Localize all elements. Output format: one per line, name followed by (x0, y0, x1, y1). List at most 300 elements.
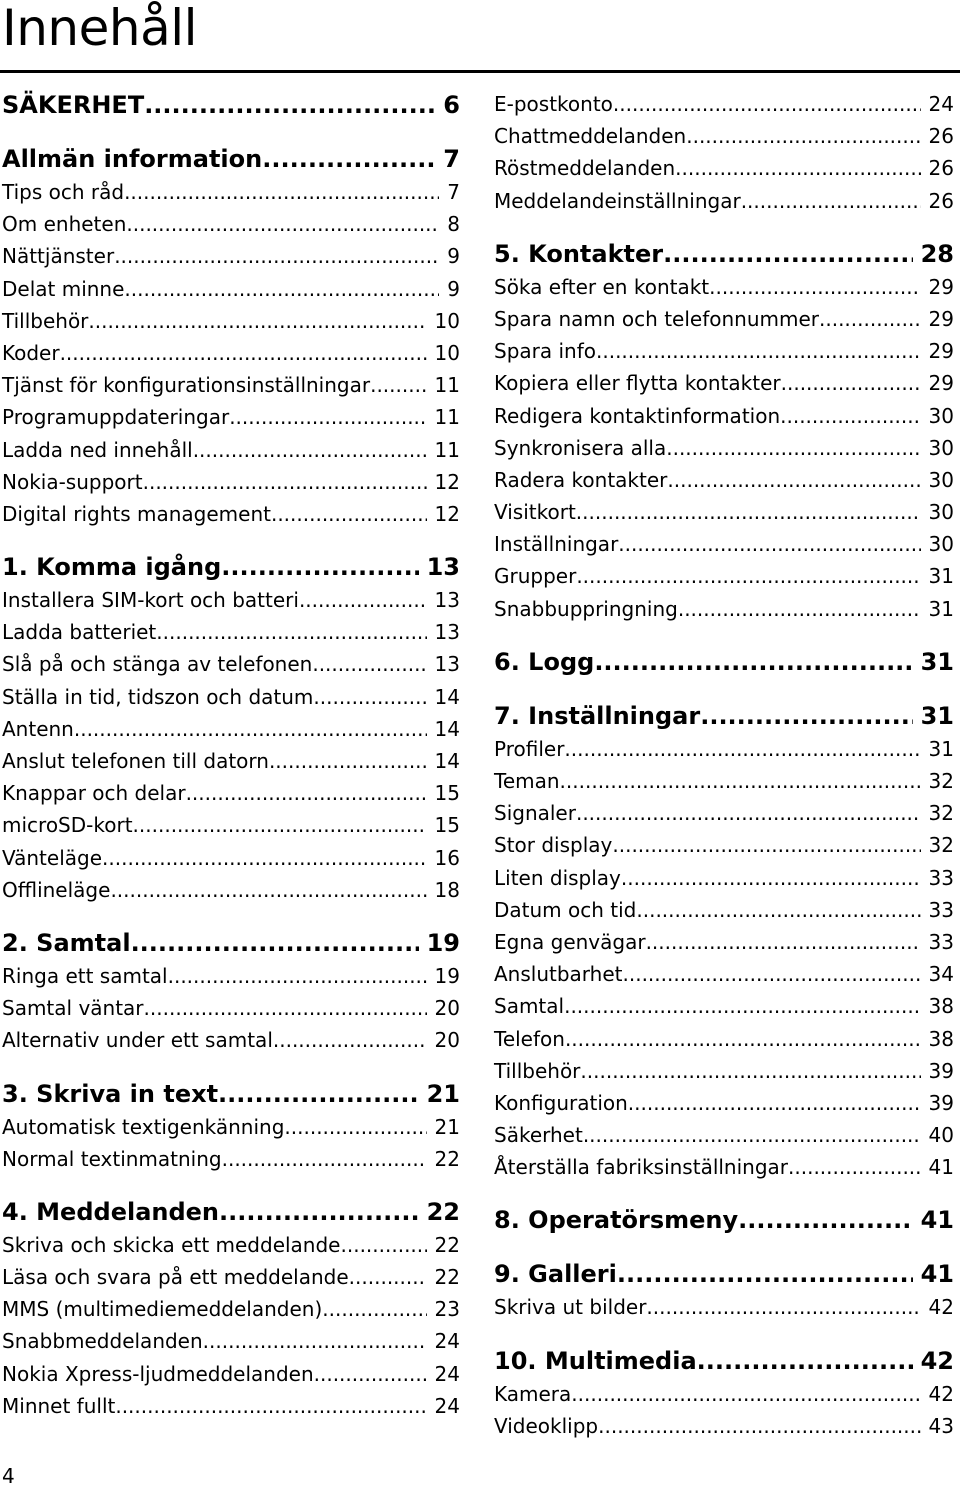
toc-page-number: 38 (928, 994, 954, 1019)
toc-entry[interactable] (2, 1143, 460, 1175)
toc-page-number: 30 (928, 500, 954, 525)
toc-leader-dots (262, 142, 435, 176)
toc-page-number: 14 (434, 684, 460, 709)
toc-page-number: 13 (434, 620, 460, 645)
toc-label: 5. Kontakter (494, 239, 664, 268)
toc-leader-dots (218, 1077, 419, 1111)
toc-page-number: 22 (426, 1197, 460, 1226)
toc-entry[interactable] (2, 648, 460, 680)
toc-label: Kopiera eller flytta kontakter (494, 371, 781, 396)
toc-entry[interactable] (494, 400, 954, 432)
toc-label: Ställa in tid, tidszon och datum (2, 684, 314, 709)
toc-leader-dots (565, 1023, 921, 1055)
toc-page-number: 20 (434, 1028, 460, 1053)
toc-leader-dots (560, 765, 921, 797)
toc-leader-dots (666, 432, 920, 464)
toc-page-number: 20 (434, 996, 460, 1021)
toc-label: SÄKERHET (2, 91, 145, 119)
toc-leader-dots (133, 809, 427, 841)
toc-page-number: 39 (928, 1090, 954, 1115)
toc-label: 2. Samtal (2, 928, 131, 957)
toc-leader-dots (571, 1378, 920, 1410)
toc-page-number: 24 (434, 1361, 460, 1386)
toc-label: Knappar och delar (2, 781, 186, 806)
toc-leader-dots (709, 271, 920, 303)
toc-page-number: 22 (434, 1232, 460, 1257)
toc-label: Anslutbarhet (494, 962, 623, 987)
toc-entry[interactable] (494, 1055, 954, 1087)
toc-entry[interactable] (494, 271, 954, 303)
toc-leader-dots (186, 777, 427, 809)
toc-label: Skriva och skicka ett meddelande (2, 1232, 341, 1257)
toc-entry[interactable] (494, 120, 954, 152)
toc-chapter[interactable] (2, 88, 460, 122)
toc-page-number: 30 (928, 467, 954, 492)
toc-leader-dots (780, 400, 920, 432)
toc-page-number: 18 (434, 877, 460, 902)
toc-chapter[interactable] (494, 699, 954, 733)
toc-entry[interactable] (494, 829, 954, 861)
toc-leader-dots (114, 240, 439, 272)
toc-label: Videoklipp (494, 1413, 599, 1438)
toc-leader-dots (269, 745, 427, 777)
toc-page-number: 39 (928, 1058, 954, 1083)
toc-label: Grupper (494, 564, 577, 589)
toc-label: Telefon (494, 1026, 565, 1051)
toc-label: Koder (2, 340, 60, 365)
toc-page-number: 12 (434, 501, 460, 526)
toc-entry[interactable] (494, 303, 954, 335)
toc-label: Konfiguration (494, 1090, 628, 1115)
toc-entry[interactable] (494, 990, 954, 1022)
toc-label: Vänteläge (2, 845, 103, 870)
toc-label: Automatisk textigenkänning (2, 1114, 285, 1139)
toc-right-column (494, 88, 954, 1442)
toc-page-number: 24 (434, 1329, 460, 1354)
toc-entry[interactable] (494, 862, 954, 894)
toc-leader-dots (144, 992, 427, 1024)
toc-entry[interactable] (494, 1378, 954, 1410)
toc-page-number: 31 (928, 564, 954, 589)
toc-label: Signaler (494, 801, 576, 826)
toc-page-number: 13 (434, 652, 460, 677)
toc-page-number: 43 (928, 1413, 954, 1438)
toc-entry[interactable] (2, 874, 460, 906)
toc-label: Minnet fullt (2, 1393, 116, 1418)
toc-leader-dots (628, 1087, 921, 1119)
toc-page-number: 42 (920, 1346, 954, 1375)
toc-chapter[interactable] (2, 142, 460, 176)
toc-entry[interactable] (2, 1024, 460, 1056)
toc-page-number: 29 (928, 371, 954, 396)
toc-leader-dots (564, 990, 920, 1022)
toc-label: MMS (multimediemeddelanden) (2, 1297, 323, 1322)
toc-entry[interactable] (2, 498, 460, 530)
toc-label: Offlineläge (2, 877, 111, 902)
toc-entry[interactable] (494, 432, 954, 464)
toc-leader-dots (143, 466, 427, 498)
toc-entry[interactable] (2, 1390, 460, 1422)
toc-leader-dots (341, 1229, 427, 1261)
toc-page-number: 9 (447, 244, 460, 269)
toc-leader-dots (788, 1151, 921, 1183)
toc-entry[interactable] (494, 733, 954, 765)
toc-chapter[interactable] (494, 237, 954, 271)
toc-label: Nättjänster (2, 244, 115, 269)
toc-page-number: 23 (434, 1297, 460, 1322)
toc-page-number: 34 (928, 962, 954, 987)
toc-leader-dots (222, 1143, 427, 1175)
toc-leader-dots (675, 152, 920, 184)
toc-leader-dots (124, 176, 439, 208)
toc-label: Om enheten (2, 212, 127, 237)
page-title: Innehåll (2, 0, 197, 57)
toc-leader-dots (636, 894, 920, 926)
toc-page-number: 9 (447, 276, 460, 301)
title-rule (0, 70, 960, 73)
toc-label: Profiler (494, 736, 565, 761)
toc-label: Tillbehör (2, 308, 89, 333)
toc-label: Röstmeddelanden (494, 156, 676, 181)
toc-label: Installera SIM-kort och batteri (2, 588, 299, 613)
toc-entry[interactable] (2, 584, 460, 616)
toc-entry[interactable] (2, 745, 460, 777)
toc-leader-dots (60, 337, 427, 369)
toc-page-number: 26 (928, 188, 954, 213)
toc-leader-dots (88, 305, 426, 337)
toc-leader-dots (594, 645, 912, 679)
toc-leader-dots (580, 1055, 920, 1087)
toc-entry[interactable] (494, 958, 954, 990)
toc-entry[interactable] (494, 926, 954, 958)
toc-page-number: 6 (443, 91, 460, 119)
toc-label: Egna genvägar (494, 929, 646, 954)
toc-entry[interactable] (2, 1293, 460, 1325)
toc-entry[interactable] (494, 797, 954, 829)
toc-label: Inställningar (494, 532, 619, 557)
toc-page-number: 10 (434, 308, 460, 333)
toc-label: 10. Multimedia (494, 1346, 697, 1375)
toc-leader-dots (284, 1111, 426, 1143)
toc-label: Allmän information (2, 145, 263, 173)
toc-label: Nokia Xpress-ljudmeddelanden (2, 1361, 314, 1386)
toc-entry[interactable] (2, 777, 460, 809)
toc-leader-dots (271, 498, 427, 530)
toc-page-number: 31 (928, 596, 954, 621)
toc-page-number: 11 (434, 437, 460, 462)
toc-leader-dots (124, 273, 439, 305)
toc-page-number: 22 (434, 1265, 460, 1290)
toc-leader-dots (299, 584, 427, 616)
toc-page-number: 33 (928, 865, 954, 890)
toc-entry[interactable] (2, 176, 460, 208)
toc-leader-dots (203, 1325, 427, 1357)
toc-page-number: 26 (928, 124, 954, 149)
toc-entry[interactable] (2, 240, 460, 272)
toc-entry[interactable] (494, 593, 954, 625)
toc-entry[interactable] (494, 367, 954, 399)
toc-leader-dots (697, 1344, 913, 1378)
toc-entry[interactable] (494, 1291, 954, 1323)
toc-label: 9. Galleri (494, 1260, 617, 1289)
toc-entry[interactable] (494, 1119, 954, 1151)
toc-page-number: 24 (434, 1393, 460, 1418)
toc-entry[interactable] (2, 992, 460, 1024)
toc-leader-dots (781, 367, 921, 399)
toc-page-number: 26 (928, 156, 954, 181)
toc-page-number: 41 (928, 1155, 954, 1180)
toc-leader-dots (576, 496, 921, 528)
toc-entry[interactable] (494, 185, 954, 217)
toc-page-number: 32 (928, 801, 954, 826)
toc-entry[interactable] (2, 1111, 460, 1143)
toc-entry[interactable] (2, 842, 460, 874)
toc-label: Alternativ under ett samtal (2, 1028, 273, 1053)
toc-page-number: 30 (928, 435, 954, 460)
toc-label: Meddelandeinställningar (494, 188, 741, 213)
toc-leader-dots (583, 1119, 921, 1151)
toc-entry[interactable] (494, 1087, 954, 1119)
toc-page-number: 33 (928, 897, 954, 922)
toc-label: Samtal väntar (2, 996, 144, 1021)
toc-leader-dots (229, 401, 426, 433)
toc-entry[interactable] (2, 960, 460, 992)
toc-label: Ladda ned innehåll (2, 437, 193, 462)
toc-page-number: 31 (928, 736, 954, 761)
toc-entry[interactable] (2, 305, 460, 337)
toc-label: E-postkonto (494, 92, 613, 116)
toc-label: Tips och råd (2, 180, 125, 204)
toc-leader-dots (576, 560, 920, 592)
toc-page-number: 11 (434, 373, 460, 398)
toc-entry[interactable] (2, 616, 460, 648)
toc-left-column (2, 88, 460, 1422)
toc-leader-dots (74, 713, 427, 745)
toc-leader-dots (618, 528, 920, 560)
toc-chapter[interactable] (494, 1257, 954, 1291)
toc-page-number: 40 (928, 1123, 954, 1148)
toc-leader-dots (564, 733, 920, 765)
toc-page-number: 15 (434, 781, 460, 806)
toc-label: Säkerhet (494, 1123, 583, 1148)
toc-label: Stor display (494, 833, 613, 858)
toc-entry[interactable] (2, 434, 460, 466)
toc-entry[interactable] (494, 496, 954, 528)
toc-label: Snabbuppringning (494, 596, 678, 621)
toc-page-number: 31 (920, 701, 954, 730)
toc-page-number: 41 (920, 1206, 954, 1235)
toc-leader-dots (617, 1257, 913, 1291)
toc-leader-dots (663, 237, 912, 271)
toc-page-number: 42 (928, 1381, 954, 1406)
toc-entry[interactable] (494, 765, 954, 797)
toc-leader-dots (131, 926, 419, 960)
toc-page-number: 28 (920, 239, 954, 268)
toc-label: Chattmeddelanden (494, 124, 687, 149)
toc-entry[interactable] (494, 528, 954, 560)
toc-label: Samtal (494, 994, 565, 1019)
toc-page-number: 38 (928, 1026, 954, 1051)
toc-label: Radera kontakter (494, 467, 668, 492)
toc-label: Återställa fabriksinställningar (494, 1155, 789, 1180)
toc-entry[interactable] (2, 1261, 460, 1293)
toc-label: Kamera (494, 1381, 572, 1406)
toc-label: Anslut telefonen till datorn (2, 749, 269, 773)
toc-chapter[interactable] (494, 645, 954, 679)
toc-label: Nokia-support (2, 469, 143, 494)
toc-page-number: 33 (928, 929, 954, 954)
toc-chapter[interactable] (2, 926, 460, 960)
toc-leader-dots (126, 208, 439, 240)
toc-leader-dots (314, 1358, 427, 1390)
toc-label: Digital rights management (2, 501, 271, 526)
toc-page-number: 32 (928, 769, 954, 793)
toc-label: Redigera kontaktinformation (494, 403, 781, 428)
toc-page-number: 30 (928, 532, 954, 557)
toc-leader-dots (596, 335, 921, 367)
toc-chapter[interactable] (2, 1077, 460, 1111)
toc-label: Tillbehör (494, 1058, 581, 1083)
toc-chapter[interactable] (494, 1344, 954, 1378)
toc-leader-dots (219, 1195, 419, 1229)
toc-label: Slå på och stänga av telefonen (2, 652, 313, 677)
toc-entry[interactable] (2, 1325, 460, 1357)
toc-entry[interactable] (494, 152, 954, 184)
toc-entry[interactable] (494, 335, 954, 367)
toc-leader-dots (273, 1024, 427, 1056)
toc-leader-dots (312, 648, 426, 680)
toc-label: Datum och tid (494, 897, 637, 922)
toc-leader-dots (646, 1291, 920, 1323)
toc-page-number: 14 (434, 749, 460, 773)
toc-leader-dots (819, 303, 921, 335)
toc-label: Söka efter en kontakt (494, 274, 710, 299)
page-number: 4 (2, 1464, 15, 1488)
toc-label: Spara info (494, 339, 596, 364)
toc-label: Läsa och svara på ett meddelande (2, 1265, 349, 1290)
toc-label: Programuppdateringar (2, 405, 230, 430)
toc-leader-dots (322, 1293, 426, 1325)
toc-entry[interactable] (494, 1410, 954, 1442)
toc-leader-dots (621, 862, 921, 894)
toc-leader-dots (700, 699, 912, 733)
toc-entry[interactable] (2, 1229, 460, 1261)
toc-entry[interactable] (2, 337, 460, 369)
toc-label: Liten display (494, 865, 621, 890)
toc-leader-dots (623, 958, 921, 990)
toc-label: Teman (494, 769, 560, 793)
toc-page-number: 21 (426, 1079, 460, 1108)
toc-leader-dots (193, 434, 427, 466)
toc-leader-dots (738, 1203, 912, 1237)
toc-label: Synkronisera alla (494, 435, 667, 460)
toc-leader-dots (156, 616, 426, 648)
toc-leader-dots (576, 797, 921, 829)
toc-page-number: 29 (928, 306, 954, 331)
toc-entry[interactable] (2, 466, 460, 498)
toc-chapter[interactable] (2, 550, 460, 584)
toc-leader-dots (646, 926, 921, 958)
toc-leader-dots (115, 1390, 426, 1422)
toc-label: Antenn (2, 716, 74, 741)
toc-page-number: 24 (928, 92, 954, 116)
toc-page-number: 10 (434, 340, 460, 365)
toc-label: 6. Logg (494, 647, 595, 676)
toc-entry[interactable] (494, 894, 954, 926)
toc-page-number: 7 (443, 145, 460, 173)
toc-page-number: 32 (928, 833, 954, 858)
toc-label: Ringa ett samtal (2, 963, 168, 988)
toc-page-number: 11 (434, 405, 460, 430)
toc-page-number: 14 (434, 716, 460, 741)
toc-leader-dots (613, 88, 921, 120)
toc-page-number: 15 (434, 813, 460, 838)
toc-entry[interactable] (2, 369, 460, 401)
toc-page-number: 16 (434, 845, 460, 870)
toc-label: 4. Meddelanden (2, 1197, 220, 1226)
toc-chapter[interactable] (494, 1203, 954, 1237)
toc-entry[interactable] (2, 273, 460, 305)
toc-leader-dots (168, 960, 427, 992)
toc-page-number: 12 (434, 469, 460, 494)
toc-label: 7. Inställningar (494, 701, 701, 730)
toc-leader-dots (612, 829, 920, 861)
toc-page-number: 31 (920, 647, 954, 676)
toc-leader-dots (686, 120, 920, 152)
toc-page-number: 29 (928, 274, 954, 299)
toc-label: 8. Operatörsmeny (494, 1206, 739, 1235)
toc-label: 3. Skriva in text (2, 1079, 219, 1108)
toc-label: microSD-kort (2, 813, 133, 838)
toc-entry[interactable] (2, 1358, 460, 1390)
toc-page-number: 29 (928, 339, 954, 364)
toc-leader-dots (678, 593, 921, 625)
toc-leader-dots (102, 842, 427, 874)
toc-page-number: 19 (426, 928, 460, 957)
toc-entry[interactable] (494, 1151, 954, 1183)
toc-chapter[interactable] (2, 1195, 460, 1229)
toc-entry[interactable] (2, 713, 460, 745)
toc-entry[interactable] (2, 809, 460, 841)
toc-page-number: 30 (928, 403, 954, 428)
toc-entry[interactable] (494, 88, 954, 120)
toc-page-number: 42 (928, 1295, 954, 1320)
toc-entry[interactable] (494, 560, 954, 592)
toc-leader-dots (110, 874, 426, 906)
toc-leader-dots (667, 464, 920, 496)
toc-page-number: 21 (434, 1114, 460, 1139)
toc-page-number: 19 (434, 963, 460, 988)
toc-entry[interactable] (494, 1023, 954, 1055)
toc-leader-dots (598, 1410, 920, 1442)
toc-entry[interactable] (2, 208, 460, 240)
toc-label: Skriva ut bilder (494, 1295, 647, 1320)
toc-page-number: 8 (447, 212, 460, 237)
toc-entry[interactable] (494, 464, 954, 496)
toc-entry[interactable] (2, 681, 460, 713)
toc-entry[interactable] (2, 401, 460, 433)
toc-leader-dots (741, 185, 921, 217)
toc-page-number: 7 (447, 180, 460, 204)
toc-leader-dots (370, 369, 426, 401)
toc-label: Tjänst för konfigurationsinställningar (2, 373, 371, 398)
toc-page-number: 13 (434, 588, 460, 613)
toc-label: Ladda batteriet (2, 620, 157, 645)
toc-leader-dots (221, 550, 418, 584)
toc-page-number: 22 (434, 1146, 460, 1171)
toc-leader-dots (313, 681, 426, 713)
toc-label: Spara namn och telefonnummer (494, 306, 819, 331)
